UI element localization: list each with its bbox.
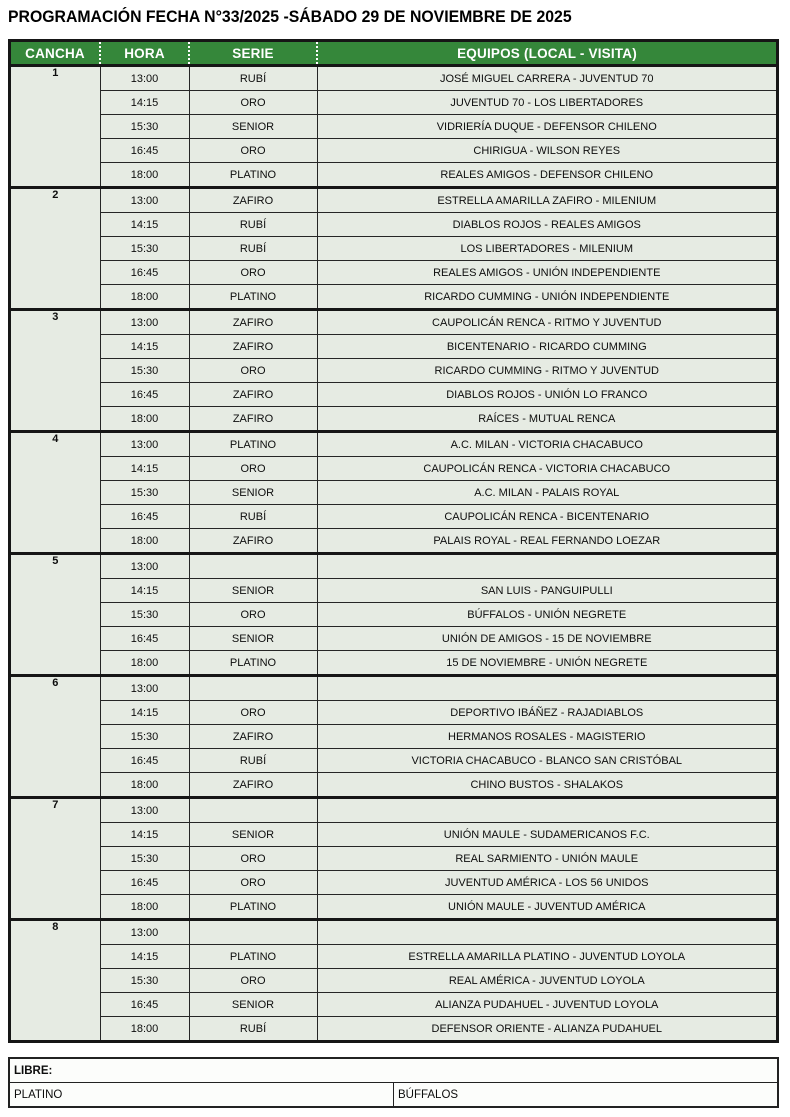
match-row xyxy=(10,457,778,481)
equipos-cell xyxy=(317,798,778,823)
match-row xyxy=(10,993,778,1017)
hora-cell: 16:45 xyxy=(100,505,189,529)
hora-cell: 13:00 xyxy=(100,188,189,213)
serie-cell: ZAFIRO xyxy=(189,407,317,432)
hora-cell: 14:15 xyxy=(100,213,189,237)
cancha-number: 7 xyxy=(10,798,101,920)
equipos-cell: ESTRELLA AMARILLA ZAFIRO - MILENIUM xyxy=(317,188,778,213)
hora-cell: 18:00 xyxy=(100,651,189,676)
match-row xyxy=(10,1017,778,1042)
cancha-number: 5 xyxy=(10,554,101,676)
hora-cell: 18:00 xyxy=(100,407,189,432)
match-row xyxy=(10,115,778,139)
hora-cell: 15:30 xyxy=(100,237,189,261)
hora-cell: 15:30 xyxy=(100,481,189,505)
match-row xyxy=(10,579,778,603)
hora-cell: 18:00 xyxy=(100,163,189,188)
hora-cell: 16:45 xyxy=(100,261,189,285)
libre-label: LIBRE: xyxy=(9,1058,778,1083)
serie-cell: PLATINO xyxy=(189,895,317,920)
match-row xyxy=(10,359,778,383)
equipos-cell: RAÍCES - MUTUAL RENCA xyxy=(317,407,778,432)
match-row xyxy=(10,163,778,188)
hora-cell: 16:45 xyxy=(100,139,189,163)
equipos-cell: CAUPOLICÁN RENCA - RITMO Y JUVENTUD xyxy=(317,310,778,335)
serie-cell: RUBÍ xyxy=(189,749,317,773)
hora-cell: 15:30 xyxy=(100,115,189,139)
serie-cell: ORO xyxy=(189,139,317,163)
equipos-cell: HERMANOS ROSALES - MAGISTERIO xyxy=(317,725,778,749)
match-row xyxy=(10,701,778,725)
equipos-cell: CHINO BUSTOS - SHALAKOS xyxy=(317,773,778,798)
match-row xyxy=(10,383,778,407)
page-title: PROGRAMACIÓN FECHA N°33/2025 -SÁBADO 29 DE NOVIEMBRE DE 2025 xyxy=(8,7,572,26)
hora-cell: 14:15 xyxy=(100,91,189,115)
serie-cell: ORO xyxy=(189,871,317,895)
hora-cell: 13:00 xyxy=(100,798,189,823)
equipos-cell: CAUPOLICÁN RENCA - BICENTENARIO xyxy=(317,505,778,529)
hora-cell: 13:00 xyxy=(100,920,189,945)
serie-cell: SENIOR xyxy=(189,993,317,1017)
header-row xyxy=(10,41,778,66)
equipos-cell: SAN LUIS - PANGUIPULLI xyxy=(317,579,778,603)
serie-cell xyxy=(189,920,317,945)
match-row xyxy=(10,432,778,457)
serie-cell xyxy=(189,554,317,579)
equipos-cell: CHIRIGUA - WILSON REYES xyxy=(317,139,778,163)
match-row xyxy=(10,261,778,285)
hora-cell: 16:45 xyxy=(100,871,189,895)
cancha-number: 3 xyxy=(10,310,101,432)
equipos-cell xyxy=(317,676,778,701)
equipos-cell: DIABLOS ROJOS - REALES AMIGOS xyxy=(317,213,778,237)
cancha-number: 2 xyxy=(10,188,101,310)
match-row xyxy=(10,481,778,505)
match-row xyxy=(10,285,778,310)
match-row xyxy=(10,237,778,261)
serie-cell xyxy=(189,798,317,823)
match-row xyxy=(10,871,778,895)
match-row xyxy=(10,847,778,871)
serie-cell: ZAFIRO xyxy=(189,383,317,407)
hora-cell: 14:15 xyxy=(100,945,189,969)
equipos-cell: ALIANZA PUDAHUEL - JUVENTUD LOYOLA xyxy=(317,993,778,1017)
serie-cell: ORO xyxy=(189,91,317,115)
header-hora: HORA xyxy=(100,41,189,66)
hora-cell: 15:30 xyxy=(100,359,189,383)
serie-cell: PLATINO xyxy=(189,163,317,188)
serie-cell: ZAFIRO xyxy=(189,335,317,359)
equipos-cell: DEFENSOR ORIENTE - ALIANZA PUDAHUEL xyxy=(317,1017,778,1042)
serie-cell: ORO xyxy=(189,969,317,993)
hora-cell: 13:00 xyxy=(100,66,189,91)
serie-cell: ORO xyxy=(189,261,317,285)
match-row xyxy=(10,335,778,359)
serie-cell: ZAFIRO xyxy=(189,310,317,335)
match-row xyxy=(10,823,778,847)
serie-cell: SENIOR xyxy=(189,481,317,505)
match-row xyxy=(10,895,778,920)
hora-cell: 18:00 xyxy=(100,773,189,798)
serie-cell: RUBÍ xyxy=(189,1017,317,1042)
equipos-cell: UNIÓN MAULE - JUVENTUD AMÉRICA xyxy=(317,895,778,920)
hora-cell: 15:30 xyxy=(100,603,189,627)
hora-cell: 15:30 xyxy=(100,847,189,871)
hora-cell: 14:15 xyxy=(100,701,189,725)
equipos-cell: BÚFFALOS - UNIÓN NEGRETE xyxy=(317,603,778,627)
match-row xyxy=(10,505,778,529)
equipos-cell: VICTORIA CHACABUCO - BLANCO SAN CRISTÓBAL xyxy=(317,749,778,773)
libre-row xyxy=(9,1083,778,1108)
serie-cell: PLATINO xyxy=(189,945,317,969)
hora-cell: 13:00 xyxy=(100,676,189,701)
header-equipos: EQUIPOS (LOCAL - VISITA) xyxy=(317,41,778,66)
hora-cell: 16:45 xyxy=(100,627,189,651)
hora-cell: 14:15 xyxy=(100,457,189,481)
match-row xyxy=(10,676,778,701)
hora-cell: 16:45 xyxy=(100,749,189,773)
cancha-number: 8 xyxy=(10,920,101,1042)
match-row xyxy=(10,91,778,115)
serie-cell: RUBÍ xyxy=(189,66,317,91)
header-cancha: CANCHA xyxy=(10,41,101,66)
match-row xyxy=(10,213,778,237)
equipos-cell: JUVENTUD 70 - LOS LIBERTADORES xyxy=(317,91,778,115)
serie-cell: ORO xyxy=(189,603,317,627)
match-row xyxy=(10,188,778,213)
cancha-number: 1 xyxy=(10,66,101,188)
equipos-cell: REALES AMIGOS - UNIÓN INDEPENDIENTE xyxy=(317,261,778,285)
serie-cell: SENIOR xyxy=(189,115,317,139)
equipos-cell: DEPORTIVO IBÁÑEZ - RAJADIABLOS xyxy=(317,701,778,725)
schedule-table xyxy=(8,39,779,1043)
equipos-cell: A.C. MILAN - PALAIS ROYAL xyxy=(317,481,778,505)
hora-cell: 16:45 xyxy=(100,383,189,407)
equipos-cell: CAUPOLICÁN RENCA - VICTORIA CHACABUCO xyxy=(317,457,778,481)
equipos-cell: JOSÉ MIGUEL CARRERA - JUVENTUD 70 xyxy=(317,66,778,91)
hora-cell: 18:00 xyxy=(100,1017,189,1042)
hora-cell: 14:15 xyxy=(100,823,189,847)
match-row xyxy=(10,529,778,554)
equipos-cell: VIDRIERÍA DUQUE - DEFENSOR CHILENO xyxy=(317,115,778,139)
hora-cell: 16:45 xyxy=(100,993,189,1017)
serie-cell: PLATINO xyxy=(189,432,317,457)
match-row xyxy=(10,749,778,773)
serie-cell: ZAFIRO xyxy=(189,773,317,798)
equipos-cell: ESTRELLA AMARILLA PLATINO - JUVENTUD LOYOLA xyxy=(317,945,778,969)
serie-cell: ORO xyxy=(189,701,317,725)
match-row xyxy=(10,969,778,993)
match-row xyxy=(10,139,778,163)
equipos-cell: RICARDO CUMMING - UNIÓN INDEPENDIENTE xyxy=(317,285,778,310)
serie-cell: ORO xyxy=(189,847,317,871)
hora-cell: 18:00 xyxy=(100,529,189,554)
serie-cell xyxy=(189,676,317,701)
match-row xyxy=(10,920,778,945)
libre-serie: PLATINO xyxy=(9,1083,394,1108)
equipos-cell: 15 DE NOVIEMBRE - UNIÓN NEGRETE xyxy=(317,651,778,676)
match-row xyxy=(10,554,778,579)
hora-cell: 13:00 xyxy=(100,432,189,457)
equipos-cell: DIABLOS ROJOS - UNIÓN LO FRANCO xyxy=(317,383,778,407)
equipos-cell: RICARDO CUMMING - RITMO Y JUVENTUD xyxy=(317,359,778,383)
serie-cell: PLATINO xyxy=(189,651,317,676)
libre-table xyxy=(8,1057,779,1108)
serie-cell: RUBÍ xyxy=(189,505,317,529)
serie-cell: ZAFIRO xyxy=(189,725,317,749)
hora-cell: 14:15 xyxy=(100,335,189,359)
cancha-number: 4 xyxy=(10,432,101,554)
equipos-cell: UNIÓN DE AMIGOS - 15 DE NOVIEMBRE xyxy=(317,627,778,651)
serie-cell: PLATINO xyxy=(189,285,317,310)
serie-cell: ZAFIRO xyxy=(189,529,317,554)
equipos-cell xyxy=(317,920,778,945)
match-row xyxy=(10,945,778,969)
serie-cell: SENIOR xyxy=(189,823,317,847)
equipos-cell: LOS LIBERTADORES - MILENIUM xyxy=(317,237,778,261)
serie-cell: ORO xyxy=(189,359,317,383)
match-row xyxy=(10,310,778,335)
serie-cell: SENIOR xyxy=(189,627,317,651)
match-row xyxy=(10,725,778,749)
equipos-cell: JUVENTUD AMÉRICA - LOS 56 UNIDOS xyxy=(317,871,778,895)
equipos-cell: A.C. MILAN - VICTORIA CHACABUCO xyxy=(317,432,778,457)
libre-header-row xyxy=(9,1058,778,1083)
libre-team: BÚFFALOS xyxy=(394,1083,779,1108)
hora-cell: 14:15 xyxy=(100,579,189,603)
equipos-cell: UNIÓN MAULE - SUDAMERICANOS F.C. xyxy=(317,823,778,847)
serie-cell: SENIOR xyxy=(189,579,317,603)
match-row xyxy=(10,407,778,432)
hora-cell: 15:30 xyxy=(100,725,189,749)
serie-cell: RUBÍ xyxy=(189,237,317,261)
match-row xyxy=(10,603,778,627)
serie-cell: RUBÍ xyxy=(189,213,317,237)
match-row xyxy=(10,773,778,798)
equipos-cell: REAL AMÉRICA - JUVENTUD LOYOLA xyxy=(317,969,778,993)
schedule-body xyxy=(10,66,778,1042)
match-row xyxy=(10,651,778,676)
match-row xyxy=(10,627,778,651)
serie-cell: ZAFIRO xyxy=(189,188,317,213)
equipos-cell: REALES AMIGOS - DEFENSOR CHILENO xyxy=(317,163,778,188)
equipos-cell xyxy=(317,554,778,579)
equipos-cell: PALAIS ROYAL - REAL FERNANDO LOEZAR xyxy=(317,529,778,554)
equipos-cell: BICENTENARIO - RICARDO CUMMING xyxy=(317,335,778,359)
match-row xyxy=(10,66,778,91)
cancha-number: 6 xyxy=(10,676,101,798)
hora-cell: 18:00 xyxy=(100,285,189,310)
serie-cell: ORO xyxy=(189,457,317,481)
hora-cell: 13:00 xyxy=(100,310,189,335)
match-row xyxy=(10,798,778,823)
equipos-cell: REAL SARMIENTO - UNIÓN MAULE xyxy=(317,847,778,871)
hora-cell: 18:00 xyxy=(100,895,189,920)
hora-cell: 15:30 xyxy=(100,969,189,993)
hora-cell: 13:00 xyxy=(100,554,189,579)
header-serie: SERIE xyxy=(189,41,317,66)
